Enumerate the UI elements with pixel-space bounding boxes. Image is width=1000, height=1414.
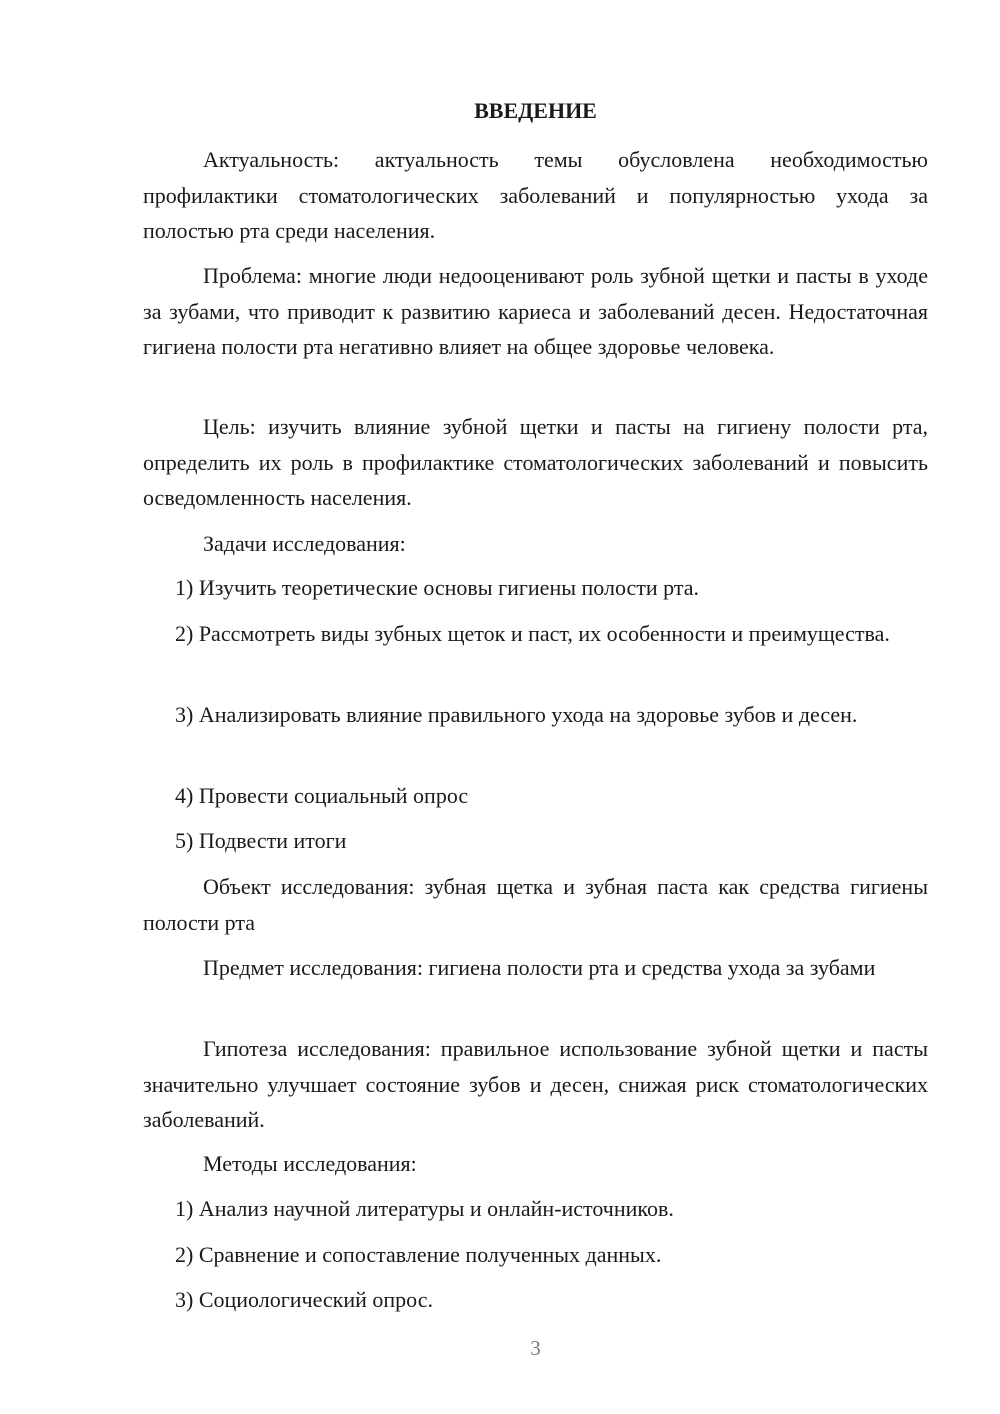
paragraph-object: Объект исследования: зубная щетка и зубная паста как средства гигиены полости рта: [143, 874, 928, 935]
paragraph-tasks-title: Задачи исследования:: [203, 531, 406, 556]
paragraph-hypothesis: Гипотеза исследования: правильное использование зубной щетки и пасты значительно улучшает состояние зубов и десен, снижая риск стоматологических заболеваний.: [143, 1036, 928, 1132]
paragraph-problem: Проблема: многие люди недооценивают роль зубной щетки и пасты в уходе за зубами, что приводит к развитию кариеса и заболеваний десен. Недостаточная гигиена полости рта негативно влияет на общее здоровье человека.: [143, 263, 928, 359]
list-item-task: 1) Изучить теоретические основы гигиены полости рта.: [175, 575, 700, 600]
document-page: [143, 0, 928, 1414]
list-item-task: 2) Рассмотреть виды зубных щеток и паст, их особенности и преимущества.: [175, 621, 890, 646]
paragraph-methods-title: Методы исследования:: [203, 1151, 417, 1176]
paragraph-relevance: Актуальность: актуальность темы обусловлена необходимостью профилактики стоматологических заболеваний и популярностью ухода за полостью рта среди населения.: [143, 147, 928, 243]
list-item-task: 4) Провести социальный опрос: [175, 783, 469, 808]
list-item-task: 3) Анализировать влияние правильного ухода на здоровье зубов и десен.: [175, 702, 858, 727]
paragraph-subject: Предмет исследования: гигиена полости рта и средства ухода за зубами: [203, 955, 876, 980]
list-item-method: 3) Социологический опрос.: [175, 1287, 433, 1312]
paragraph-goal: Цель: изучить влияние зубной щетки и пасты на гигиену полости рта, определить их роль в профилактике стоматологических заболеваний и повысить осведомленность населения.: [143, 414, 928, 510]
section-heading: ВВЕДЕНИЕ: [474, 98, 597, 123]
list-item-task: 5) Подвести итоги: [175, 828, 347, 853]
page-number: 3: [530, 1336, 541, 1360]
list-item-method: 2) Сравнение и сопоставление полученных данных.: [175, 1242, 662, 1267]
list-item-method: 1) Анализ научной литературы и онлайн-источников.: [175, 1196, 674, 1221]
